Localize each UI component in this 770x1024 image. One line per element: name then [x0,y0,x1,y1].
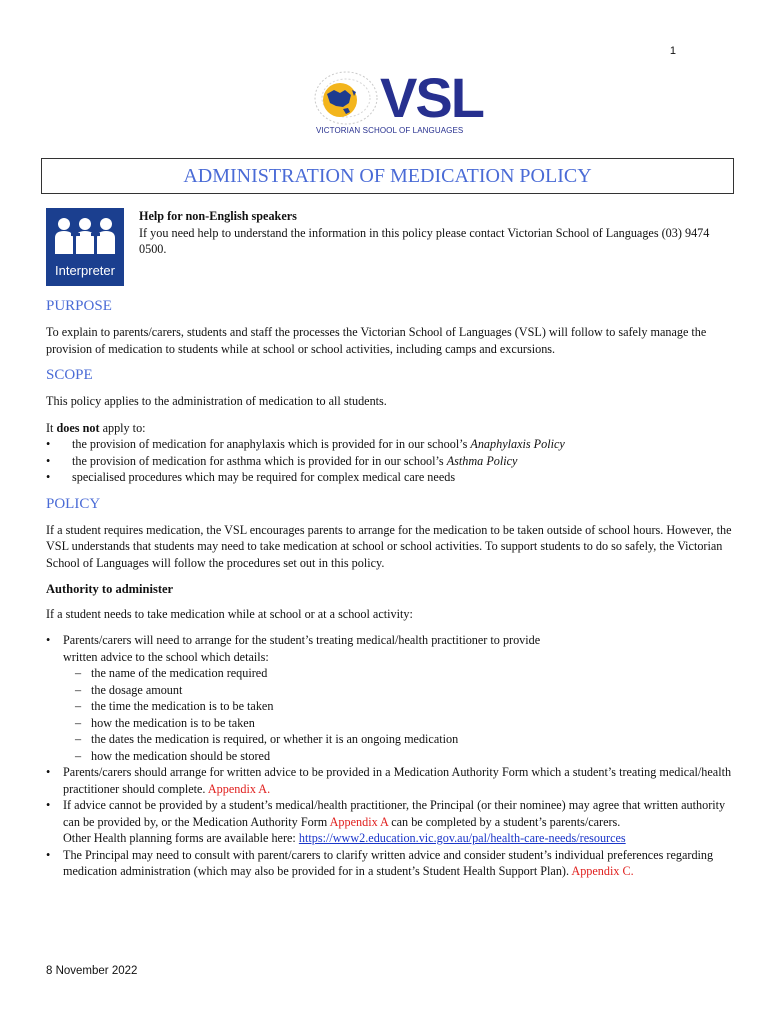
dash-item: – how the medication should be stored [75,748,736,765]
list-item-text: written advice to the school which details: [63,649,269,664]
asthma-policy-ref: Asthma Policy [446,453,518,468]
policy-text: If a student requires medication, the VSL encourages parents to arrange for the medication to be taken outside of school hours. However, the VSL understands that students may need to take medication at school or school activities. To support students to do so safely, the Victorian School of Languages will follow the procedures set out in this policy. [46,522,732,570]
list-item [46,436,736,453]
interpreter-label: Interpreter [55,263,115,278]
help-section [139,208,729,258]
list-item [46,797,736,847]
logo-text: VSL [380,66,483,129]
details-list [75,665,736,764]
authority-intro: If a student needs to take medication while at school or at a school activity: [46,606,413,621]
purpose-heading: PURPOSE [46,298,112,314]
scope-not-bold: does not [56,420,100,435]
interpreter-symbol [46,208,124,286]
title-box [41,158,734,194]
dash-item: – the dates the medication is required, or whether it is an ongoing medication [75,731,736,748]
vsl-logo [310,66,500,138]
list-item-text: If advice cannot be provided by a student’s medical/health practitioner, the Principal (or their nominee) may agree that written authority can be provided by, or the Medication Authority Form [63,798,726,829]
scope-not-prefix: It [46,420,57,435]
health-forms-link[interactable]: https://www2.education.vic.gov.au/pal/health-care-needs/resources [298,831,626,845]
appendix-c-link[interactable]: Appendix C. [571,864,634,878]
purpose-text: To explain to parents/carers, students and staff the processes the Victorian School of Languages (VSL) will follow to safely manage the provision of medication to students while at school or school activities, including camps and excursions. [46,325,707,356]
list-item-text: the provision of medication for anaphylaxis which is provided for in our school’s [72,437,471,451]
dash-item: – the dosage amount [75,682,736,699]
globe-logo-icon [310,66,388,128]
list-item-text: Parents/carers will need to arrange for the student’s treating medical/health practitioner to provide [63,633,541,647]
page-title: ADMINISTRATION OF MEDICATION POLICY [183,165,592,187]
dash-item: – the time the medication is to be taken [75,698,736,715]
list-item-text: can be completed by a student’s parents/carers. [388,814,621,829]
interpreter-icon [46,212,124,262]
logo-subtitle: VICTORIAN SCHOOL OF LANGUAGES [316,126,464,135]
appendix-a-link[interactable]: Appendix A [329,814,389,829]
list-item-text: the provision of medication for asthma which is provided for in our school’s [72,453,447,468]
list-item: • specialised procedures which may be required for complex medical care needs [46,469,736,486]
scope-exclusion-intro [46,420,736,437]
list-item [46,764,736,797]
scope-exclusion-list [46,436,736,486]
scope-text: This policy applies to the administration of medication to all students. [46,394,387,408]
help-text: If you need help to understand the information in this policy please contact Victorian School of Languages (03) 9474 0500. [139,225,710,256]
policy-heading: POLICY [46,495,101,512]
footer-date: 8 November 2022 [46,965,138,977]
authority-list [46,632,736,880]
appendix-a-link[interactable]: Appendix A. [207,781,271,796]
dash-item: – how the medication is to be taken [75,715,736,732]
dash-item: – the name of the medication required [75,665,736,682]
help-heading: Help for non-English speakers [139,209,297,223]
list-item [46,453,736,470]
list-item-text: The Principal may need to consult with parent/carers to clarify written advice and consider student’s individual preferences regarding medication administration (which may also be provided for in a student’s Student Health Support Plan). [63,847,714,878]
other-forms-text: Other Health planning forms are available here: [63,831,299,845]
scope-not-suffix: apply to: [99,420,146,435]
anaphylaxis-policy-ref: Anaphylaxis Policy [470,437,565,451]
list-item [46,847,736,880]
authority-heading: Authority to administer [46,582,174,596]
page-number: 1 [669,45,676,57]
list-item-text: Parents/carers should arrange for written advice to be provided in a Medication Authority Form which a student’s treating medical/health practitioner should complete. [63,765,732,796]
policy-content [46,296,736,880]
scope-heading: SCOPE [46,367,93,383]
list-item [46,632,736,764]
